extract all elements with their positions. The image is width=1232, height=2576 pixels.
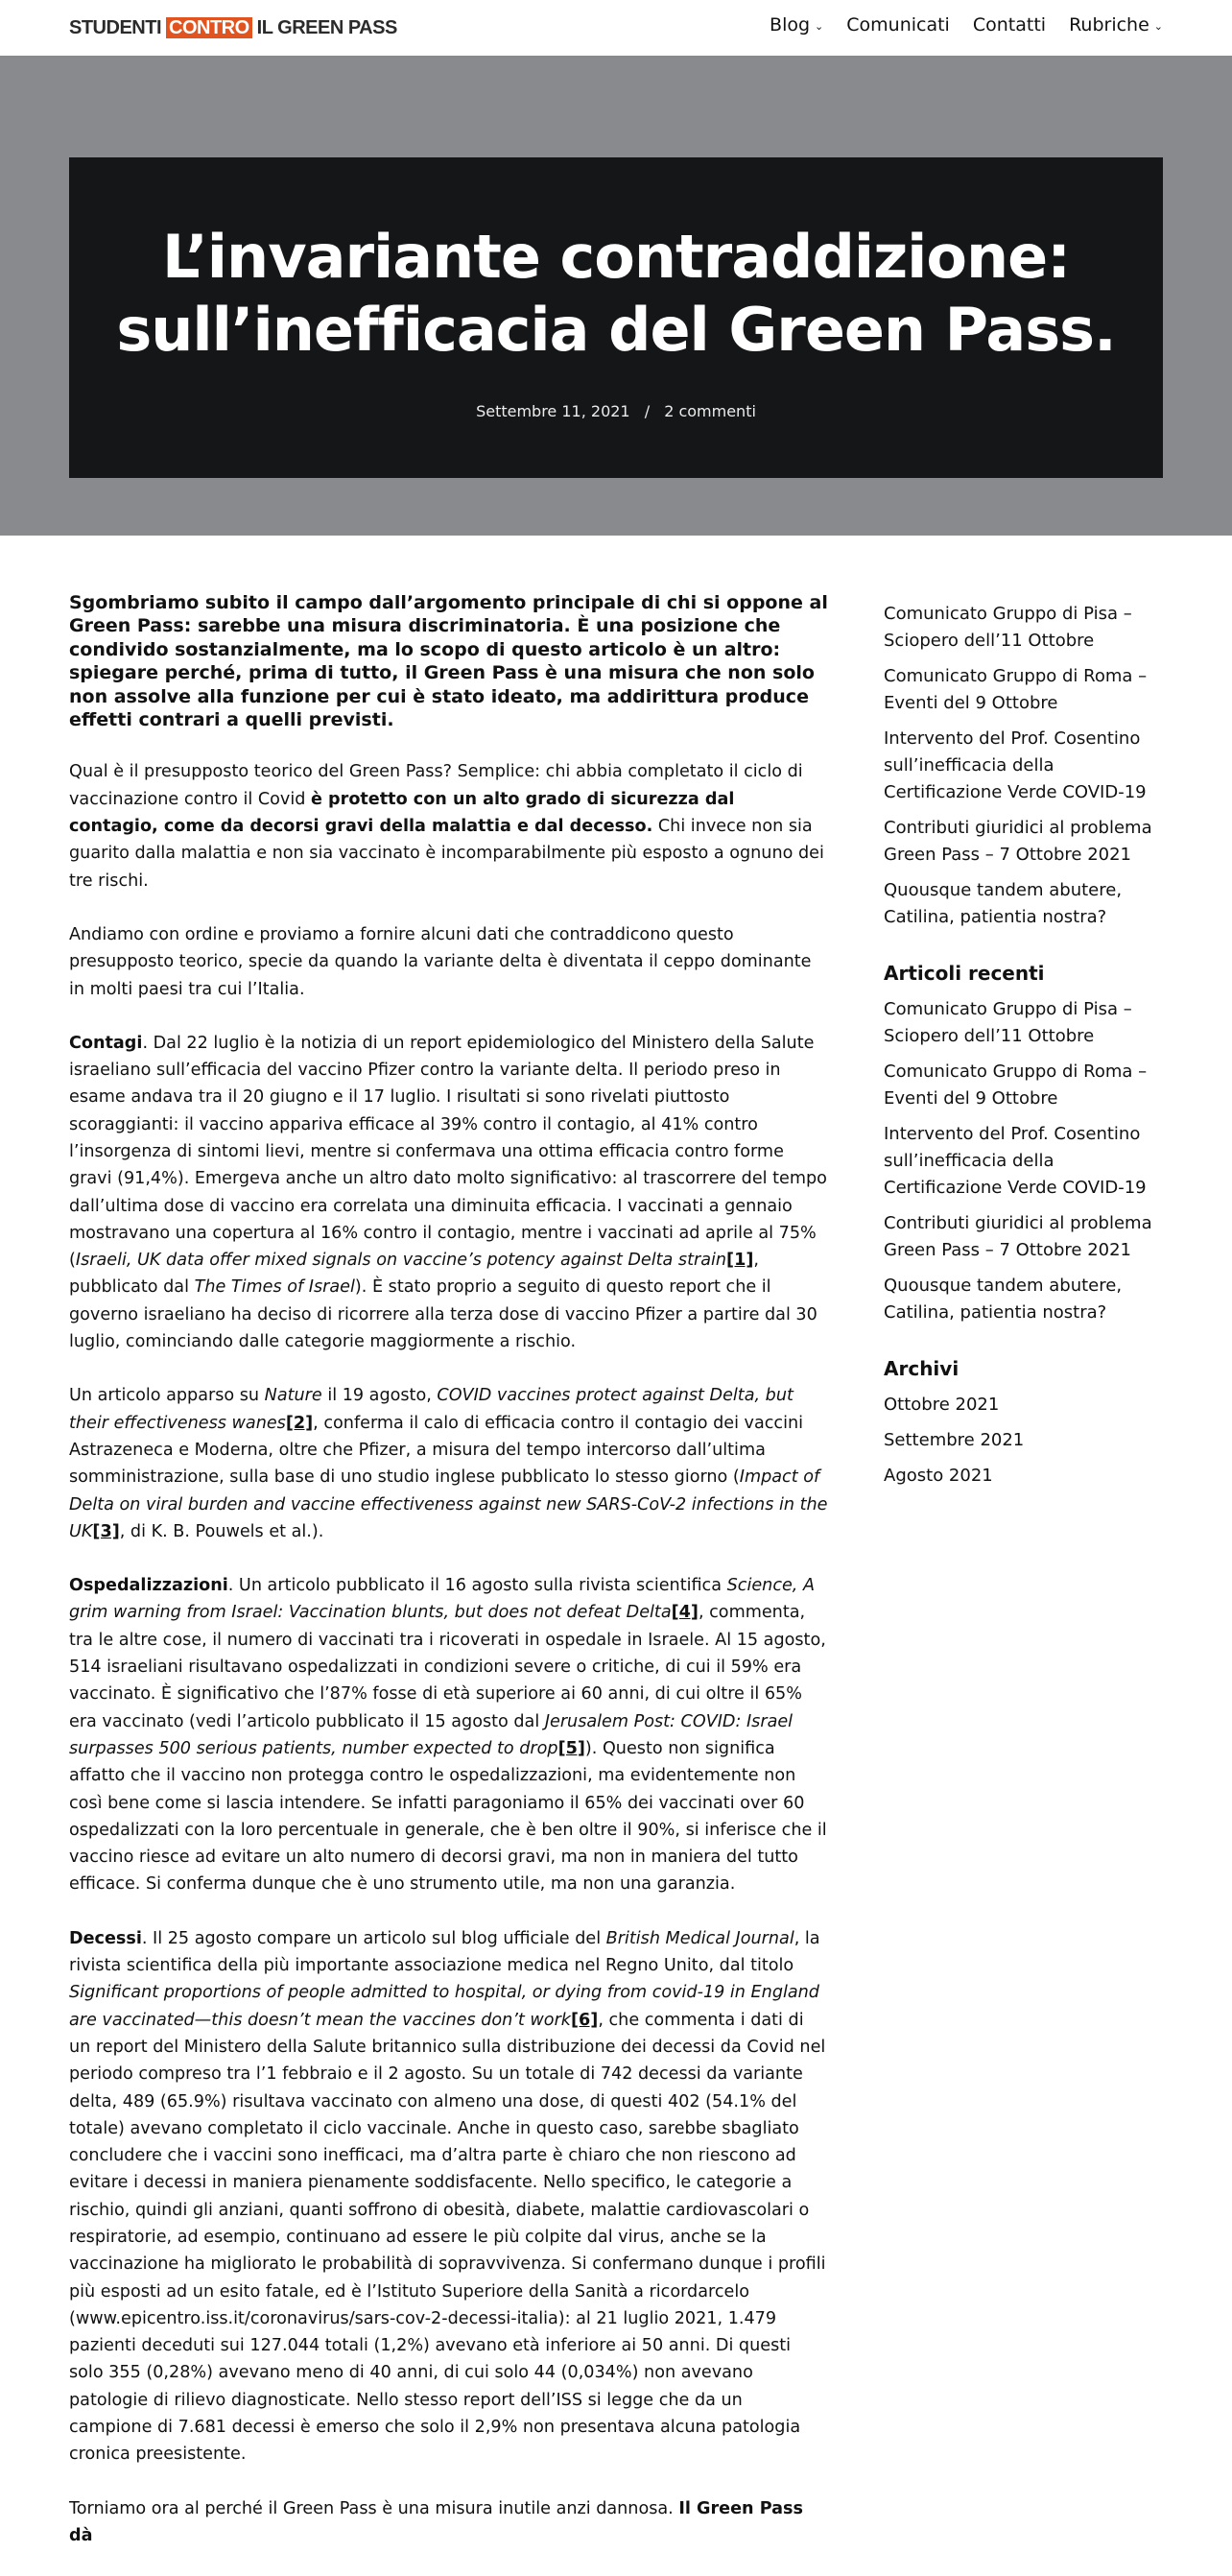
archives-heading: Archivi xyxy=(884,1357,960,1380)
citation-title: Impact of Delta on viral burden and vaccine effectiveness against new SARS-CoV-2 infections in the UK xyxy=(69,1467,828,1541)
sidebar-post-link[interactable]: Comunicato Gruppo di Pisa – Sciopero dell’11 Ottobre xyxy=(884,604,1132,651)
recent-post-link[interactable]: Contributi giuridici al problema Green Pass – 7 Ottobre 2021 xyxy=(884,1213,1152,1260)
text: , di K. B. Pouwels et al.). xyxy=(119,1521,324,1541)
sidebar xyxy=(884,601,1172,1518)
citation-title: COVID vaccines protect against Delta, but their effectiveness wanes xyxy=(69,1386,794,1433)
citation-title: Israeli, UK data offer mixed signals on vaccine’s potency against Delta strain xyxy=(75,1251,727,1271)
footnote-link[interactable]: [6] xyxy=(571,2010,599,2030)
logo-text-1: STUDENTI xyxy=(69,16,161,38)
archive-link[interactable]: Agosto 2021 xyxy=(884,1466,993,1486)
citation-source: The Times of Israel xyxy=(194,1277,355,1298)
section-heading: Contagi xyxy=(69,1033,143,1053)
text: Chi invece non sia guarito dalla malattia e non sia vaccinato è incomparabilmente più esposto a ognuno dei tre rischi. xyxy=(69,817,824,891)
nav-item-contatti[interactable] xyxy=(973,14,1046,36)
archive-link[interactable]: Settembre 2021 xyxy=(884,1430,1025,1450)
text: , pubblicato dal xyxy=(69,1251,759,1298)
paragraph-decessi xyxy=(69,1925,829,2469)
page-title-line-2: sull’inefficacia del Green Pass. xyxy=(116,295,1116,365)
text: il 19 agosto, xyxy=(321,1386,438,1406)
text: , conferma il calo di efficacia contro il contagio dei vaccini Astrazeneca e Moderna, oltre che Pfizer, a misura del tempo intercorso dall’ultima somministrazione, sulla base di uno studio inglese pubblicato lo stesso giorno ( xyxy=(69,1413,804,1488)
text: ). Questo non significa affatto che il vaccino non protegga contro le ospedalizzazioni, ma evidentemente non così bene come si lascia intendere. Se infatti paragoniamo il 65% dei vaccinati over 60 ospedalizzati con la loro percentuale in generale, che è ben oltre il 90%, si inferisce che il vaccino riesce ad evitare un alto numero di decorsi gravi, ma non in maniera del tutto efficace. Si conferma dunque che è uno strumento utile, ma non una garanzia. xyxy=(69,1738,827,1895)
nav-label: Comunicati xyxy=(846,14,950,36)
footnote-link[interactable]: [5] xyxy=(557,1738,585,1758)
post-date[interactable]: Settembre 11, 2021 xyxy=(476,402,630,420)
hero-section xyxy=(0,56,1232,536)
page-title xyxy=(69,221,1163,367)
citation-title: Jerusalem Post: COVID: Israel surpasses 500 serious patients, number expected to drop xyxy=(69,1711,794,1758)
logo-text-2: CONTRO xyxy=(166,17,252,38)
paragraph-nature xyxy=(69,1382,829,1545)
main-nav xyxy=(770,14,1163,36)
nav-label: Contatti xyxy=(972,14,1047,36)
text: . Un articolo pubblicato il 16 agosto sulla rivista scientifica xyxy=(227,1576,727,1596)
footnote-link[interactable]: [4] xyxy=(671,1603,699,1623)
section-heading: Decessi xyxy=(69,1928,142,1948)
sidebar-post-link[interactable]: Intervento del Prof. Cosentino sull’inefficacia della Certificazione Verde COVID-19 xyxy=(884,728,1147,802)
site-logo[interactable] xyxy=(69,16,397,39)
citation-title: Science, A grim warning from Israel: Vaccination blunts, but does not defeat Delta xyxy=(69,1576,816,1623)
hero-title-box xyxy=(69,157,1163,478)
text: , la rivista scientifica della più importante associazione medica nel Regno Unito, dal titolo xyxy=(69,1928,820,1976)
nav-label: Blog xyxy=(770,14,811,36)
paragraph-ospedalizzazioni xyxy=(69,1572,829,1898)
page-title-line-1: L’invariante contraddizione: xyxy=(162,222,1070,292)
sidebar-post-link[interactable]: Quousque tandem abutere, Catilina, patientia nostra? xyxy=(884,880,1123,927)
text: . Dal 22 luglio è la notizia di un report epidemiologico del Ministero della Salute israeliano sull’efficacia del vaccino Pfizer contro la variante delta. Il periodo preso in esame andava tra il 20 giugno e il 17 luglio. I risultati si sono rivelati piuttosto scoraggianti: il vaccino appariva efficace al 39% contro il contagio, al 41% contro l’insorgenza di sintomi lievi, mentre si confermava una ottima efficacia contro forme gravi (91,4%). Emergeva anche un altro dato molto significativo: al trascorrere del tempo dall’ultima dose di vaccino era correlata una diminuita efficacia. I vaccinati a gennaio mostravano una copertura al 16% contro il contagio, mentre i vaccinati ad aprile al 75% ( xyxy=(69,1033,827,1271)
footnote-link[interactable]: [1] xyxy=(726,1251,754,1271)
nav-item-rubriche[interactable] xyxy=(1069,14,1163,36)
recent-post-link[interactable]: Quousque tandem abutere, Catilina, patientia nostra? xyxy=(884,1276,1123,1323)
nav-item-comunicati[interactable] xyxy=(846,14,950,36)
text: Qual è il presupposto teorico del Green Pass? Semplice: chi abbia completato il ciclo di vaccinazione contro il Covid xyxy=(69,762,803,809)
text: , che commenta i dati di un report del Ministero della Salute britannico sulla distribuzione dei decessi da Covid nel periodo compreso tra l’1 febbraio e il 2 agosto. Su un totale di 742 decessi da variante delta, 489 (65.9%) risultava vaccinato con almeno una dose, di questi 402 (54.1% del totale) avevano completato il ciclo vaccinale. Anche in questo caso, sarebbe sbagliato concludere che i vaccini sono inefficaci, ma d’altra parte è chiaro che non riescono ad evitare i decessi in maniera pienamente soddisfacente. Nello specifico, le categorie a rischio, quindi gli anziani, quanti soffrono di obesità, diabete, malattie cardiovascolari o respiratorie, ad esempio, continuano ad essere le più colpite dal virus, anche se la vaccinazione ha migliorato le probabilità di sopravvivenza. Si confermano dunque i profili più esposti ad un esito fatale, ed è l’Istituto Superiore della Sanità a ricordarcelo (www.epicentro.iss.it/coronavirus/sars-cov-2-decessi-italia): al 21 luglio 2021, 1.479 pazienti deceduti sui 127.044 totali (1,2%) avevano età inferiore ai 50 anni. Di questi solo 355 (0,28%) avevano meno di 40 anni, di cui solo 44 (0,034%) non avevano patologie di rilievo diagnosticate. Nello stesso report dell’ISS si legge che da un campione di 7.681 decessi è emerso che solo il 2,9% non presentava alcuna patologia cronica preesistente. xyxy=(69,2010,826,2465)
text: , commenta, tra le altre cose, il numero di vaccinati tra i ricoverati in ospedale in Israele. Al 15 agosto, 514 israeliani risultavano ospedalizzati in condizioni severe o critiche, di cui il 59% era vaccinato. È significativo che l’87% fosse di età superiore ai 60 anni, di cui oltre il 65% era vaccinato (vedi l’articolo pubblicato il 15 agosto dal xyxy=(69,1603,826,1731)
recent-posts-heading: Articoli recenti xyxy=(884,962,1045,985)
citation-title: Significant proportions of people admitted to hospital, or dying from covid-19 in England are vaccinated—this doesn’t mean the vaccines don’t work xyxy=(69,1983,819,2030)
recent-post-link[interactable]: Comunicato Gruppo di Roma – Eventi del 9 Ottobre xyxy=(884,1061,1148,1109)
sidebar-post-link[interactable]: Contributi giuridici al problema Green Pass – 7 Ottobre 2021 xyxy=(884,818,1152,865)
text: Un articolo apparso su xyxy=(69,1386,265,1406)
text: Torniamo ora al perché il Green Pass è una misura inutile anzi dannosa. xyxy=(69,2498,679,2518)
sidebar-post-link[interactable]: Comunicato Gruppo di Roma – Eventi del 9 Ottobre xyxy=(884,666,1148,713)
archive-link[interactable]: Ottobre 2021 xyxy=(884,1395,1000,1415)
article-lead: Sgombriamo subito il campo dall’argomento principale di chi si oppone al Green Pass: sarebbe una misura discriminatoria. È una posizione che condivido sostanzialmente, ma lo scopo di questo articolo è un altro: spiegare perché, prima di tutto, il Green Pass è una misura che non solo non assolve alla funzione per cui è stato ideato, ma addirittura produce effetti contrari a quelli previsti. xyxy=(69,592,828,731)
recent-post-link[interactable]: Intervento del Prof. Cosentino sull’inefficacia della Certificazione Verde COVID-19 xyxy=(884,1124,1147,1198)
sidebar-recent-posts xyxy=(884,960,1172,1326)
post-meta xyxy=(69,402,1163,420)
citation-source: British Medical Journal xyxy=(605,1928,794,1948)
recent-post-link[interactable]: Comunicato Gruppo di Pisa – Sciopero dell’11 Ottobre xyxy=(884,999,1132,1046)
text: ). È stato proprio a seguito di questo report che il governo israeliano ha deciso di ricorrere alla terza dose di vaccino Pfizer a partire dal 30 luglio, cominciando dalle categorie maggiormente a rischio. xyxy=(69,1277,817,1352)
footnote-link[interactable]: [3] xyxy=(92,1521,120,1541)
site-header xyxy=(0,0,1232,56)
text: . Il 25 agosto compare un articolo sul blog ufficiale del xyxy=(141,1928,606,1948)
chevron-down-icon: ⌄ xyxy=(1153,19,1163,33)
paragraph-premise xyxy=(69,758,829,894)
footnote-link[interactable]: [2] xyxy=(285,1413,314,1433)
paragraph-intro: Andiamo con ordine e proviamo a fornire alcuni dati che contraddicono questo presupposto teorico, specie da quando la variante delta è diventata il ceppo dominante in molti paesi tra cui l’Italia. xyxy=(69,924,812,999)
chevron-down-icon: ⌄ xyxy=(815,19,824,33)
citation-source: Nature xyxy=(264,1386,322,1406)
emphasis: è protetto con un alto grado di sicurezza dal contagio, come da decorsi gravi della malattia e dal decesso. xyxy=(69,789,735,837)
comments-link[interactable]: 2 commenti xyxy=(664,402,756,420)
sidebar-archives xyxy=(884,1355,1172,1490)
emphasis: Il Green Pass dà xyxy=(69,2498,803,2545)
nav-item-blog[interactable] xyxy=(770,14,823,36)
nav-label: Rubriche xyxy=(1069,14,1149,36)
article-body xyxy=(69,591,829,2576)
section-heading: Ospedalizzazioni xyxy=(69,1576,228,1596)
paragraph-conclusion xyxy=(69,2495,829,2550)
logo-text-3: IL GREEN PASS xyxy=(256,16,397,38)
meta-separator: / xyxy=(644,402,651,420)
sidebar-top-posts xyxy=(884,601,1172,931)
paragraph-contagi xyxy=(69,1030,829,1356)
